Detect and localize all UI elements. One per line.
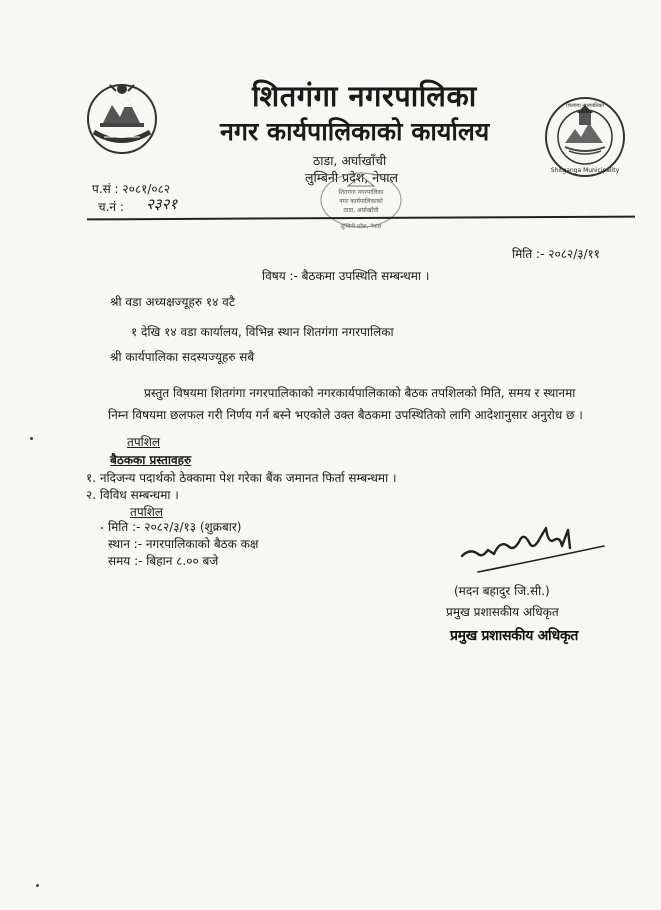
signatory-name: (मदन बहादुर जि.सी.) bbox=[454, 584, 550, 598]
body-line-1: प्रस्तुत विषयमा शितगंगा नगरपालिकाको नगरकार्यपालिकाको बैठक तपशिलको मिति, समय र स्थानमा bbox=[144, 386, 576, 400]
stamp-line-1: शितगंगा नगरपालिका bbox=[338, 189, 384, 196]
meeting-time: समय :- बिहान ८.०० बजे bbox=[108, 554, 219, 568]
scan-speck bbox=[101, 527, 103, 529]
logo-top-text: शितगंगा नगरपालिका bbox=[566, 103, 604, 109]
office-title: नगर कार्यपालिकाको कार्यालय bbox=[220, 117, 490, 146]
agenda-item-2: २. विविध सम्बन्धमा । bbox=[86, 488, 179, 502]
scan-speck bbox=[36, 884, 39, 887]
office-stamp bbox=[318, 170, 404, 232]
address-line-1: ठाडा, अर्घाखाँची bbox=[313, 153, 387, 168]
agenda-item-1: १. नदिजन्य पदार्थको ठेक्कामा पेश गरेका बैंक जमानत फिर्ता सम्बन्धमा । bbox=[86, 471, 397, 485]
chalani-label: च.नं : bbox=[98, 200, 124, 214]
stamp-line-3: ठाडा, अर्घाखाँची bbox=[343, 207, 379, 214]
stamp-line-2: नगर कार्यपालिकाको bbox=[339, 198, 383, 205]
signature bbox=[458, 510, 608, 580]
address-line-2: लुम्बिनी प्रदेश, नेपाल bbox=[305, 170, 399, 185]
meeting-place: स्थान :- नगरपालिकाको बैठक कक्ष bbox=[108, 537, 259, 551]
recipient-1: श्री वडा अध्यक्षज्यूहरु १४ वटै bbox=[110, 295, 235, 309]
letter-date: मिति :- २०८२/३/११ bbox=[512, 247, 601, 261]
patra-sankhya: प.सं : २०८१/०८२ bbox=[92, 182, 171, 196]
scan-speck bbox=[30, 437, 33, 440]
logo-bottom-text: Shitganga Municipality bbox=[550, 167, 620, 174]
agenda-subheading: बैठकका प्रस्तावहरु bbox=[110, 453, 192, 467]
body-line-2: निम्न विषयमा छलफल गरी निर्णय गर्न बस्ने भएकोले उक्त बैठकमा उपस्थितिको लागि आदेशानुसार अनुरोध छ । bbox=[108, 408, 583, 422]
municipality-title: शितगंगा नगरपालिका bbox=[252, 79, 477, 113]
details-heading: तपशिल bbox=[130, 505, 164, 519]
letter-subject: विषय :- बैठकमा उपस्थिति सम्बन्धमा । bbox=[262, 269, 430, 283]
meeting-date: मिति :- २०८२/३/१३ (शुक्रबार) bbox=[108, 520, 242, 534]
nepal-emblem-icon bbox=[82, 77, 162, 157]
agenda-heading: तपशिल bbox=[127, 435, 161, 449]
recipient-2: १ देखि १४ वडा कार्यालय, विभिन्न स्थान शितगंगा नगरपालिका bbox=[131, 325, 394, 339]
signatory-designation: प्रमुख प्रशासकीय अधिकृत bbox=[446, 605, 559, 619]
stamp-line-4: लुम्बिनी प्रदेश, नेपाल bbox=[340, 224, 382, 230]
recipient-3: श्री कार्यपालिका सदस्यज्यूहरु सबै bbox=[110, 350, 255, 364]
chalani-number: २३२१ bbox=[146, 195, 178, 213]
designation-stamp: प्रमुख प्रशासकीय अधिकृत bbox=[450, 628, 579, 644]
municipality-logo-icon bbox=[543, 95, 627, 179]
